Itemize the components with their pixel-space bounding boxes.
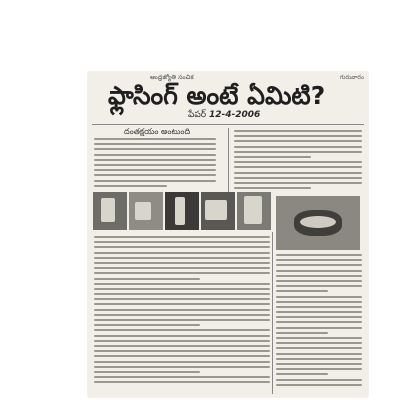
byline: దంతక్షయం అంటుంది [124,127,191,136]
text-line [94,272,270,274]
article-column-left-lower [94,236,270,386]
text-line [94,355,270,357]
text-line [234,135,362,137]
text-line [276,275,362,277]
text-line [94,298,270,300]
text-line [276,353,362,355]
text-line [94,154,216,156]
date-label: పేపర్ [188,110,207,120]
article-column-right-lower [276,254,362,389]
text-line [94,345,270,347]
text-line [94,143,216,145]
photo-panel [201,192,235,230]
text-line [276,337,362,339]
text-line [234,130,362,132]
text-line [276,379,362,381]
text-line [276,363,362,365]
text-line [94,185,167,187]
text-line [94,252,270,254]
text-line [94,241,270,243]
text-line [94,303,270,305]
photo-panel [237,192,271,230]
text-line [94,138,216,140]
text-line [276,270,362,272]
text-line [94,283,270,285]
smile-photo [276,196,360,250]
text-line [94,361,270,363]
text-line [234,151,362,153]
text-line [276,254,362,256]
text-line [94,148,216,150]
photo-panel [165,192,199,230]
header-rule [92,124,364,125]
text-line [94,371,200,373]
text-line [94,366,270,368]
text-line [276,342,362,344]
text-line [94,329,270,331]
teeth-photo-strip [93,192,271,230]
text-line [276,321,362,323]
text-line [94,236,270,238]
headline: ఫ్లాసింగ్ అంటే ఏమిటి? [108,81,326,110]
text-line [94,267,270,269]
text-line [234,161,362,163]
dateline [188,110,260,122]
text-line [94,309,270,311]
text-line [276,373,328,375]
text-line [276,358,362,360]
handwritten-date: 12-4-2006 [209,110,261,120]
text-line [276,296,362,298]
photo-panel [129,192,163,230]
text-line [94,180,216,182]
text-line [234,177,362,179]
text-line [94,324,200,326]
text-line [94,164,216,166]
newspaper-clipping [88,72,368,397]
text-line [276,280,362,282]
text-line [94,335,270,337]
column-divider [228,128,229,192]
text-line [234,166,362,168]
text-line [94,381,270,383]
text-line [234,146,362,148]
text-line [276,316,362,318]
text-line [94,314,270,316]
text-line [94,288,270,290]
text-line [94,257,270,259]
text-line [276,301,362,303]
text-line [94,340,270,342]
text-line [94,293,270,295]
text-line [234,182,362,184]
text-line [94,319,270,321]
text-line [276,347,362,349]
article-column-right-upper [234,130,362,192]
text-line [94,246,270,248]
column-divider-lower [272,232,273,394]
text-line [276,332,328,334]
text-line [276,264,362,266]
text-line [234,187,311,189]
masthead: ఆంధ్రజ్యోతి సంచిక [150,74,194,81]
text-line [234,156,311,158]
text-line [276,306,362,308]
text-line [94,350,270,352]
text-line [94,174,216,176]
photo-panel [93,192,127,230]
text-line [94,278,200,280]
text-line [276,259,362,261]
article-column-left-upper [94,138,216,190]
text-line [276,384,362,386]
text-line [94,169,216,171]
text-line [276,311,362,313]
text-line [276,285,362,287]
text-line [94,376,270,378]
text-line [276,327,362,329]
page-number: గురువారం [339,74,364,81]
text-line [94,159,216,161]
text-line [94,262,270,264]
text-line [234,172,362,174]
text-line [234,140,362,142]
text-line [276,368,362,370]
text-line [276,290,328,292]
